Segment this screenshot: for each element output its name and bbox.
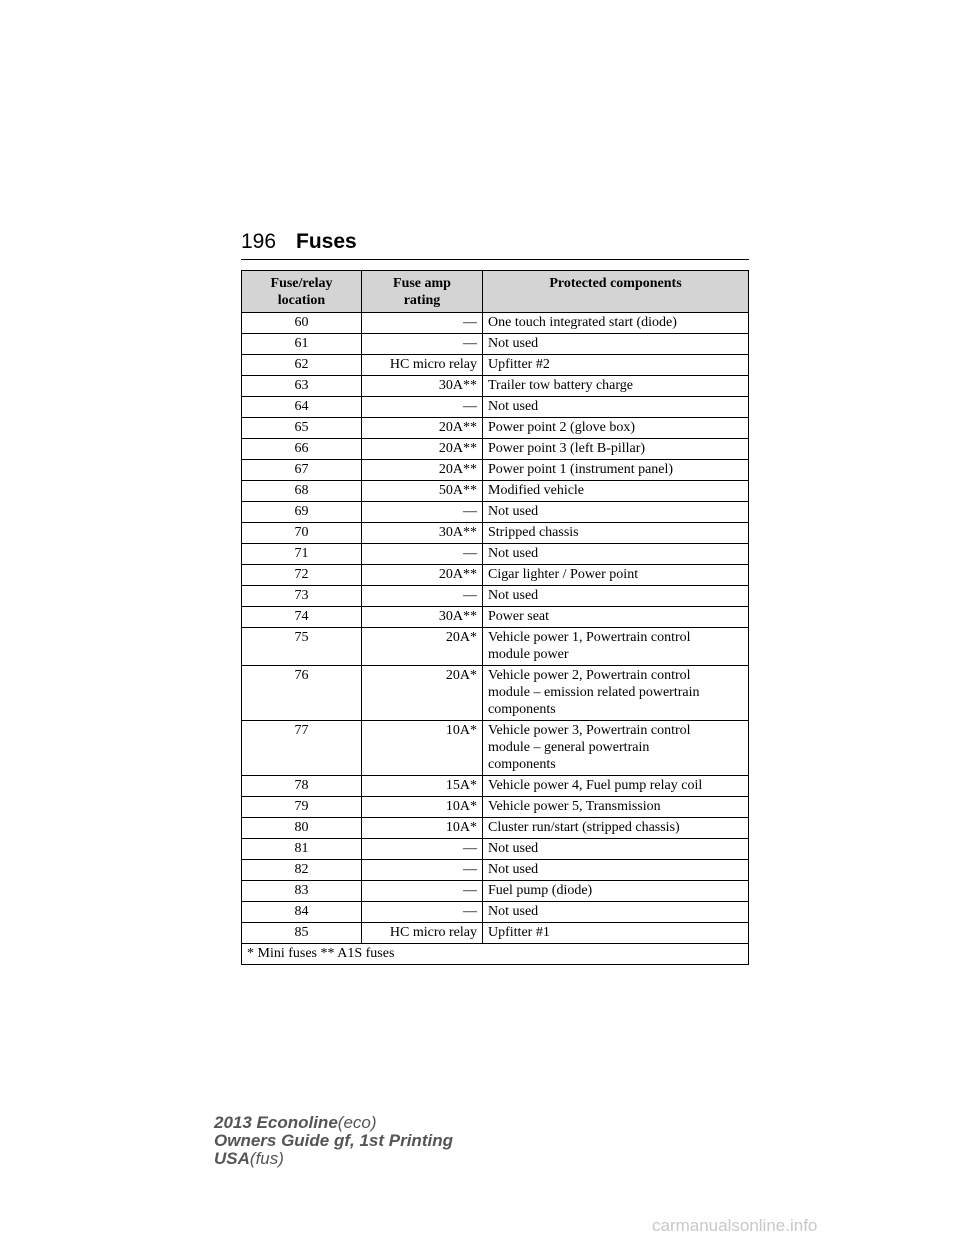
table-row [242,607,749,628]
footer-line-1 [214,1114,453,1132]
table-footnote: * Mini fuses ** A1S fuses [242,944,749,965]
component-line: module – emission related powertrain [488,685,700,700]
component-line: Vehicle power 4, Fuel pump relay coil [488,778,703,793]
fuse-amp-cell: 30A** [362,376,483,397]
component-line: Not used [488,588,539,603]
protected-components-cell [483,523,749,544]
fuse-amp-cell: 30A** [362,523,483,544]
fuse-location-cell: 76 [242,666,362,721]
fuse-amp-cell: — [362,502,483,523]
fuse-amp-cell: 10A* [362,818,483,839]
component-line: Power point 2 (glove box) [488,420,635,435]
component-line: module – general powertrain [488,740,650,755]
protected-components-cell [483,721,749,776]
table-row [242,586,749,607]
protected-components-cell [483,460,749,481]
fuse-amp-cell: HC micro relay [362,923,483,944]
component-line: Upfitter #2 [488,357,550,372]
protected-components-cell [483,334,749,355]
fuse-location-cell: 78 [242,776,362,797]
column-header-components [483,271,749,313]
fuse-location-cell: 75 [242,628,362,666]
fuse-amp-cell: 20A** [362,439,483,460]
protected-components-cell [483,839,749,860]
fuse-location-cell: 72 [242,565,362,586]
fuse-location-cell: 84 [242,902,362,923]
component-line: components [488,757,556,772]
protected-components-cell [483,544,749,565]
fuse-location-cell: 77 [242,721,362,776]
fuse-location-cell: 60 [242,313,362,334]
table-row [242,797,749,818]
protected-components-cell [483,418,749,439]
fuse-amp-cell: 50A** [362,481,483,502]
fuse-location-cell: 67 [242,460,362,481]
protected-components-cell [483,881,749,902]
footer-model: 2013 Econoline [214,1113,338,1132]
component-line: One touch integrated start (diode) [488,315,677,330]
protected-components-cell [483,797,749,818]
table-row [242,502,749,523]
protected-components-cell [483,376,749,397]
protected-components-cell [483,565,749,586]
table-row [242,439,749,460]
fuse-location-cell: 68 [242,481,362,502]
fuse-location-cell: 85 [242,923,362,944]
footer-market: USA [214,1149,250,1168]
column-header-location [242,271,362,313]
component-line: Not used [488,504,539,519]
component-line: Not used [488,862,539,877]
table-row [242,334,749,355]
component-line: module power [488,647,569,662]
protected-components-cell [483,902,749,923]
table-row [242,776,749,797]
protected-components-cell [483,628,749,666]
fuse-amp-cell: — [362,902,483,923]
fuse-location-cell: 65 [242,418,362,439]
fuse-amp-cell: — [362,586,483,607]
column-header-line: Protected components [549,276,682,291]
protected-components-cell [483,818,749,839]
fuse-amp-cell: 20A** [362,418,483,439]
table-row [242,902,749,923]
table-row [242,666,749,721]
table-row [242,313,749,334]
protected-components-cell [483,313,749,334]
component-line: Cluster run/start (stripped chassis) [488,820,680,835]
table-row [242,923,749,944]
table-row [242,818,749,839]
fuse-amp-cell: — [362,881,483,902]
footer-line-2 [214,1132,453,1150]
fuse-location-cell: 71 [242,544,362,565]
component-line: Trailer tow battery charge [488,378,634,393]
fuse-amp-cell: 15A* [362,776,483,797]
fuse-amp-cell: 10A* [362,721,483,776]
document-footer [214,1114,453,1168]
component-line: components [488,702,556,717]
fuse-location-cell: 73 [242,586,362,607]
fuse-amp-cell: — [362,839,483,860]
protected-components-cell [483,502,749,523]
protected-components-cell [483,481,749,502]
page-header [241,230,749,260]
component-line: Not used [488,546,539,561]
column-header-line: Fuse/relay [270,276,333,291]
footer-market-code: (fus) [249,1149,284,1168]
fuse-location-cell: 80 [242,818,362,839]
protected-components-cell [483,923,749,944]
fuse-location-cell: 66 [242,439,362,460]
fuse-location-cell: 69 [242,502,362,523]
component-line: Not used [488,399,539,414]
component-line: Vehicle power 1, Powertrain control [488,630,691,645]
component-line: Not used [488,841,539,856]
table-row [242,881,749,902]
fuse-location-cell: 74 [242,607,362,628]
table-row [242,523,749,544]
fuse-amp-cell: — [362,334,483,355]
table-row [242,481,749,502]
footer-model-code: (eco) [337,1113,377,1132]
fuse-amp-cell: — [362,860,483,881]
fuse-location-cell: 79 [242,797,362,818]
watermark: carmanualsonline.info [652,1216,818,1235]
fuse-amp-cell: — [362,397,483,418]
column-header-line: location [277,293,326,308]
component-line: Modified vehicle [488,483,585,498]
table-body [242,313,749,944]
fuse-table [241,270,749,965]
table-row [242,860,749,881]
component-line: Power seat [488,609,550,624]
page-number: 196 [241,230,277,253]
section-title: Fuses [296,230,357,253]
component-line: Fuel pump (diode) [488,883,593,898]
table-row [242,460,749,481]
protected-components-cell [483,666,749,721]
column-header-amp [362,271,483,313]
table-row [242,839,749,860]
component-line: Upfitter #1 [488,925,550,940]
component-line: Vehicle power 2, Powertrain control [488,668,691,683]
fuse-amp-cell: 20A** [362,565,483,586]
table-row [242,376,749,397]
fuse-amp-cell: 20A* [362,628,483,666]
table-header-row [242,271,749,313]
component-line: Power point 1 (instrument panel) [488,462,674,477]
fuse-location-cell: 70 [242,523,362,544]
fuse-location-cell: 83 [242,881,362,902]
fuse-amp-cell: — [362,544,483,565]
table-row [242,418,749,439]
protected-components-cell [483,860,749,881]
fuse-amp-cell: 30A** [362,607,483,628]
component-line: Vehicle power 3, Powertrain control [488,723,691,738]
protected-components-cell [483,586,749,607]
protected-components-cell [483,439,749,460]
protected-components-cell [483,397,749,418]
fuse-amp-cell: — [362,313,483,334]
fuse-location-cell: 63 [242,376,362,397]
column-header-line: rating [403,293,441,308]
table-row [242,628,749,666]
component-line: Power point 3 (left B-pillar) [488,441,646,456]
table-row [242,544,749,565]
protected-components-cell [483,607,749,628]
footnote-row [242,944,749,965]
fuse-location-cell: 61 [242,334,362,355]
fuse-amp-cell: HC micro relay [362,355,483,376]
footer-line-3 [214,1150,453,1168]
fuse-amp-cell: 20A** [362,460,483,481]
table-row [242,565,749,586]
component-line: Cigar lighter / Power point [488,567,639,582]
table-row [242,397,749,418]
fuse-location-cell: 62 [242,355,362,376]
component-line: Stripped chassis [488,525,579,540]
fuse-location-cell: 81 [242,839,362,860]
component-line: Vehicle power 5, Transmission [488,799,661,814]
component-line: Not used [488,904,539,919]
protected-components-cell [483,776,749,797]
fuse-location-cell: 82 [242,860,362,881]
fuse-amp-cell: 10A* [362,797,483,818]
column-header-line: Fuse amp [393,276,451,291]
fuse-amp-cell: 20A* [362,666,483,721]
header-rule [241,259,749,260]
fuse-location-cell: 64 [242,397,362,418]
table-row [242,355,749,376]
footer-guide: Owners Guide gf, 1st Printing [214,1131,453,1150]
component-line: Not used [488,336,539,351]
protected-components-cell [483,355,749,376]
table-row [242,721,749,776]
